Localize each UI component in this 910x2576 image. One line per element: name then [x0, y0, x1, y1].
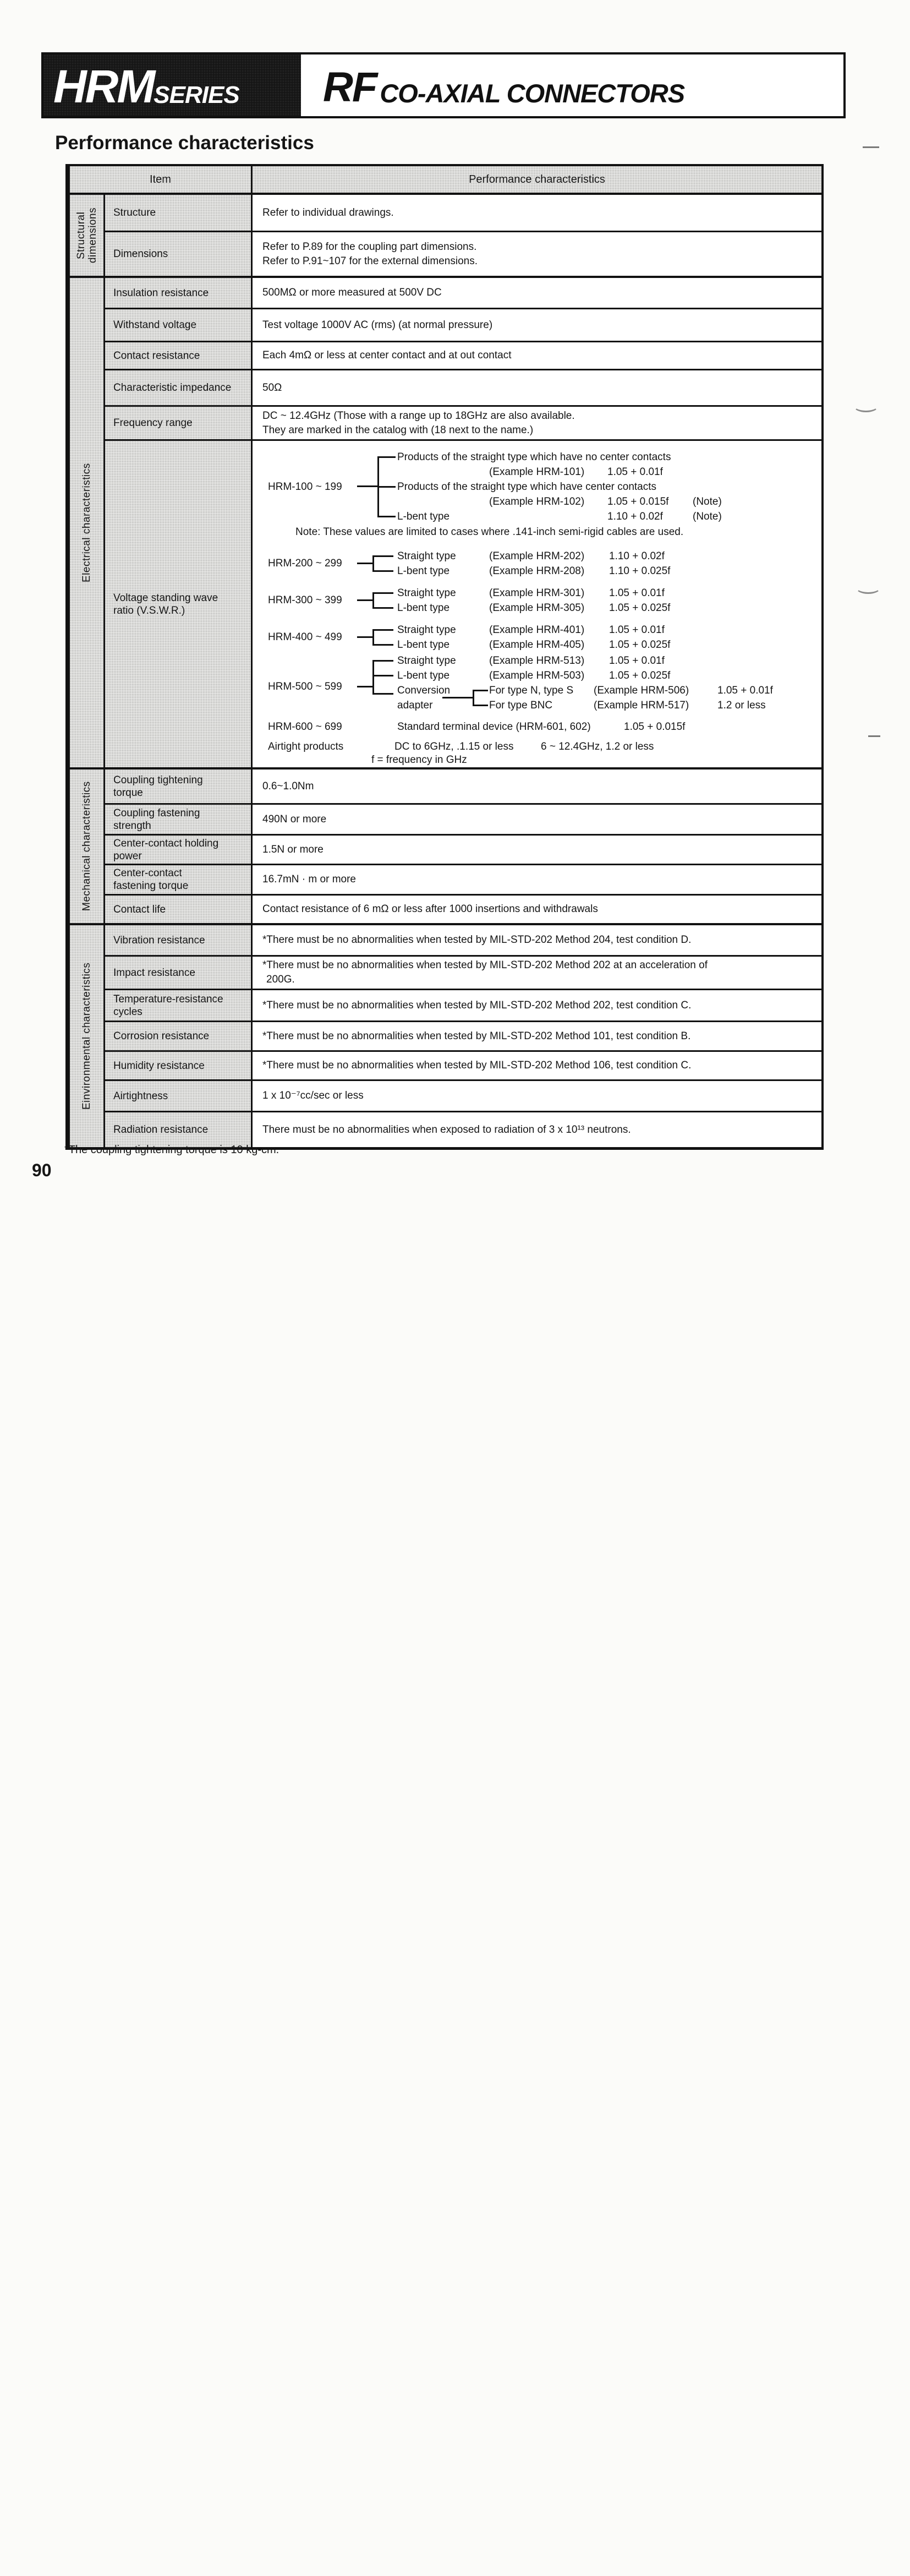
scan-artifact: [856, 582, 880, 594]
table-row: [105, 1081, 821, 1112]
vswr-branch-label: Straight type: [397, 655, 456, 667]
vswr-example: (Example HRM-401): [489, 624, 585, 636]
vswr-branch-label: Straight type: [397, 624, 456, 636]
item-center-contact-fastening-torque: [105, 865, 253, 894]
vswr-group-label: HRM-200 ~ 299: [268, 558, 342, 569]
item-dimensions: [105, 232, 253, 276]
item-label: Coupling fastening strength: [113, 807, 200, 832]
table-row: [105, 232, 821, 276]
brand-hrm: HRM: [53, 61, 154, 112]
value-line: 50Ω: [262, 381, 282, 394]
item-label: Airtightness: [113, 1090, 168, 1102]
value-line: *There must be no abnormalities when tested by MIL-STD-202 Method 106, test condition C.: [262, 1060, 692, 1071]
vswr-example: (Example HRM-517): [594, 700, 689, 711]
section-label-text: Mechanical characteristics: [81, 781, 92, 912]
bracket-line: [372, 675, 393, 676]
bracket-line: [372, 607, 393, 609]
bracket-line: [473, 690, 474, 706]
page-number: 90: [32, 1160, 52, 1180]
bracket-line: [372, 592, 393, 594]
vswr-value: 1.05 + 0.025f: [609, 639, 671, 651]
item-label: Contact resistance: [113, 350, 200, 362]
value-line: 16.7mN · m or more: [262, 874, 356, 885]
bracket-line: [357, 563, 372, 564]
item-label: Humidity resistance: [113, 1060, 205, 1072]
page-title: Performance characteristics: [55, 132, 314, 154]
table-row-vswr: [105, 441, 821, 767]
section-electrical-characteristics: [70, 278, 821, 769]
vswr-group-label: HRM-400 ~ 499: [268, 631, 342, 643]
bracket-line: [372, 644, 393, 646]
item-label: Withstand voltage: [113, 319, 197, 331]
vswr-value: 1.10 + 0.025f: [609, 565, 671, 577]
table-footnote: *The coupling tightening torque is 10 kg-cm.: [64, 1144, 279, 1156]
vswr-value: 1.10 + 0.02f: [609, 550, 665, 562]
value-line: 200G.: [266, 974, 295, 985]
vswr-group-label: HRM-500 ~ 599: [268, 681, 342, 692]
value-line: DC ~ 12.4GHz (Those with a range up to 18GHz are also available.: [262, 410, 575, 422]
value-contact-resistance: [253, 342, 821, 369]
vswr-value: 1.05 + 0.015f: [624, 721, 686, 733]
vswr-group-label: HRM-600 ~ 699: [268, 721, 342, 733]
item-vibration-resistance: [105, 925, 253, 955]
item-coupling-fastening-strength: [105, 805, 253, 834]
item-temperature-resistance-cycles: [105, 990, 253, 1020]
section-environmental-characteristics: [70, 925, 821, 1147]
vswr-note: Note: These values are limited to cases where .141-inch semi-rigid cables are used.: [295, 526, 684, 538]
vswr-diagram: [253, 441, 821, 767]
vswr-branch-label: Straight type: [397, 587, 456, 599]
item-impact-resistance: [105, 957, 253, 989]
value-contact-life: [253, 896, 821, 923]
table-row: [105, 925, 821, 957]
scan-artifact: [868, 735, 880, 737]
performance-table: [65, 164, 824, 1150]
vswr-example: (Example HRM-506): [594, 685, 689, 696]
vswr-value: 1.05 + 0.01f: [607, 466, 663, 478]
table-row: [105, 769, 821, 805]
bracket-line: [372, 555, 393, 557]
item-corrosion-resistance: [105, 1022, 253, 1050]
value-line: Refer to individual drawings.: [262, 206, 394, 219]
section-label-electrical: [70, 278, 105, 767]
vswr-value: 1.05 + 0.01f: [609, 624, 665, 636]
value-frequency-range: [253, 407, 821, 439]
bracket-line: [372, 660, 374, 695]
brand-co-axial: CO-AXIAL CONNECTORS: [380, 79, 685, 108]
bracket-line: [357, 636, 372, 638]
table-row: [105, 896, 821, 923]
bracket-line: [372, 570, 393, 572]
section-label-environmental: [70, 925, 105, 1147]
value-center-contact-holding-power: [253, 836, 821, 864]
item-humidity-resistance: [105, 1052, 253, 1079]
vswr-value: 1.05 + 0.01f: [609, 655, 665, 667]
value-line: 490N or more: [262, 813, 327, 825]
vswr-group-label: HRM-100 ~ 199: [268, 481, 342, 493]
bracket-line: [357, 686, 372, 687]
vswr-frequency-note: f = frequency in GHz: [371, 754, 467, 766]
vswr-example: (Example HRM-305): [489, 602, 585, 614]
scan-artifact: [854, 401, 878, 412]
value-line: They are marked in the catalog with (18 next to the name.): [262, 424, 534, 436]
vswr-example: (Example HRM-513): [489, 655, 585, 667]
vswr-value: 1.10 + 0.02f: [607, 511, 663, 522]
value-line: *There must be no abnormalities when tested by MIL-STD-202 Method 202, test condition C.: [262, 999, 692, 1011]
section-label-structural: [70, 195, 105, 276]
item-label: Contact life: [113, 903, 166, 915]
item-frequency-range: [105, 407, 253, 439]
item-coupling-tightening-torque: [105, 769, 253, 803]
value-insulation-resistance: [253, 278, 821, 308]
vswr-note-ref: (Note): [693, 511, 722, 522]
section-label-mechanical: [70, 769, 105, 923]
section-label-text: Einvironmental characteristics: [81, 962, 92, 1110]
item-label: Radiation resistance: [113, 1124, 209, 1136]
value-withstand-voltage: [253, 309, 821, 341]
item-label: Voltage standing wave ratio (V.S.W.R.): [113, 592, 218, 616]
vswr-example: (Example HRM-102): [489, 496, 585, 507]
table-row: [105, 370, 821, 407]
vswr-branch-label: L-bent type: [397, 602, 450, 614]
table-row: [105, 990, 821, 1022]
header-banner: [41, 52, 846, 118]
vswr-branch-label: Conversion: [397, 685, 451, 696]
brand-series: SERIES: [154, 81, 239, 108]
item-characteristic-impedance: [105, 370, 253, 405]
item-label: Insulation resistance: [113, 287, 209, 299]
vswr-example: (Example HRM-101): [489, 466, 585, 478]
vswr-note-ref: (Note): [693, 496, 722, 507]
section-label-text: Electrical characteristics: [81, 463, 92, 582]
section-mechanical-characteristics: [70, 769, 821, 925]
vswr-value: 6 ~ 12.4GHz, 1.2 or less: [541, 741, 654, 752]
section-structural-dimensions: [70, 195, 821, 278]
vswr-example: (Example HRM-405): [489, 639, 585, 651]
bracket-line: [372, 592, 374, 609]
value-line: *There must be no abnormalities when tested by MIL-STD-202 Method 204, test condition D.: [262, 934, 692, 946]
vswr-group-label: Airtight products: [268, 741, 344, 752]
item-label: Dimensions: [113, 248, 168, 260]
bracket-line: [372, 693, 393, 695]
vswr-value: 1.05 + 0.01f: [717, 685, 773, 696]
value-line: 1 x 10⁻⁷cc/sec or less: [262, 1090, 364, 1101]
value-radiation-resistance: [253, 1112, 821, 1147]
bracket-line: [442, 697, 473, 698]
value-temperature-resistance-cycles: [253, 990, 821, 1020]
bracket-line: [372, 629, 374, 646]
bracket-line: [372, 660, 393, 662]
table-row: [105, 1112, 821, 1147]
value-line: There must be no abnormalities when exposed to radiation of 3 x 10¹³ neutrons.: [262, 1123, 631, 1136]
vswr-branch-label: Standard terminal device (HRM-601, 602): [397, 721, 591, 733]
table-row: [105, 836, 821, 865]
vswr-example: (Example HRM-208): [489, 565, 585, 577]
value-airtightness: [253, 1081, 821, 1111]
item-label: Characteristic impedance: [113, 382, 232, 394]
vswr-example: (Example HRM-202): [489, 550, 585, 562]
vswr-value: 1.2 or less: [717, 700, 766, 711]
bracket-line: [372, 555, 374, 572]
vswr-example: (Example HRM-301): [489, 587, 585, 599]
value-line: Contact resistance of 6 mΩ or less after 1000 insertions and withdrawals: [262, 903, 598, 915]
item-label: Structure: [113, 207, 156, 219]
vswr-branch-label: L-bent type: [397, 670, 450, 681]
item-withstand-voltage: [105, 309, 253, 341]
item-label: Center-contact holding power: [113, 837, 219, 862]
scan-artifact: [863, 146, 879, 148]
table-row: [105, 1052, 821, 1081]
item-label: Center-contact fastening torque: [113, 867, 189, 892]
value-line: 500MΩ or more measured at 500V DC: [262, 287, 442, 298]
item-label: Temperature-resistance cycles: [113, 993, 223, 1018]
value-coupling-fastening-strength: [253, 805, 821, 834]
table-header-row: [70, 166, 821, 195]
item-label: Corrosion resistance: [113, 1030, 210, 1042]
vswr-branch-label: adapter: [397, 700, 433, 711]
value-impact-resistance: [253, 957, 821, 989]
item-label: Impact resistance: [113, 967, 195, 979]
bracket-line: [473, 705, 488, 706]
table-row: [105, 957, 821, 990]
table-row: [105, 865, 821, 896]
table-row: [105, 407, 821, 441]
vswr-branch-label: For type N, type S: [489, 685, 574, 696]
vswr-value: 1.05 + 0.015f: [607, 496, 669, 507]
vswr-group-label: HRM-300 ~ 399: [268, 594, 342, 606]
col-header-performance: Performance characteristics: [469, 173, 605, 185]
value-coupling-tightening-torque: [253, 769, 821, 803]
item-contact-life: [105, 896, 253, 923]
vswr-branch-label: For type BNC: [489, 700, 553, 711]
bracket-line: [377, 456, 396, 458]
value-line: 1.5N or more: [262, 843, 324, 855]
bracket-line: [357, 599, 372, 601]
value-line: *There must be no abnormalities when tested by MIL-STD-202 Method 202 at an acceleration of: [262, 959, 708, 971]
section-label-text: Structural dimensions: [75, 207, 98, 264]
bracket-line: [377, 486, 396, 488]
value-structure: [253, 195, 821, 231]
value-characteristic-impedance: [253, 370, 821, 405]
table-row: [105, 278, 821, 309]
value-line: Refer to P.91~107 for the external dimensions.: [262, 255, 478, 267]
rf-coaxial-title: [301, 54, 843, 116]
bracket-line: [372, 629, 393, 631]
item-structure: [105, 195, 253, 231]
value-line: 0.6~1.0Nm: [262, 780, 314, 792]
value-center-contact-fastening-torque: [253, 865, 821, 894]
hrm-series-logo: [43, 54, 301, 116]
table-row: [105, 309, 821, 342]
item-center-contact-holding-power: [105, 836, 253, 864]
value-vibration-resistance: [253, 925, 821, 955]
item-vswr: [105, 441, 253, 767]
value-corrosion-resistance: [253, 1022, 821, 1050]
vswr-branch-label: L-bent type: [397, 511, 450, 522]
item-label: Coupling tightening torque: [113, 774, 203, 799]
value-dimensions: [253, 232, 821, 276]
vswr-value: 1.05 + 0.025f: [609, 602, 671, 614]
vswr-value: 1.05 + 0.025f: [609, 670, 671, 681]
vswr-branch-label: Straight type: [397, 550, 456, 562]
col-header-item: Item: [70, 166, 253, 193]
table-row: [105, 805, 821, 836]
item-radiation-resistance: [105, 1112, 253, 1147]
vswr-value: DC to 6GHz, .1.15 or less: [394, 741, 514, 752]
value-line: Test voltage 1000V AC (rms) (at normal pressure): [262, 319, 493, 331]
bracket-line: [357, 485, 377, 487]
value-line: Each 4mΩ or less at center contact and at out contact: [262, 350, 512, 361]
vswr-value: 1.05 + 0.01f: [609, 587, 665, 599]
item-contact-resistance: [105, 342, 253, 369]
table-row: [105, 195, 821, 232]
vswr-branch-label: Products of the straight type which have center contacts: [397, 481, 657, 493]
vswr-branch-label: Products of the straight type which have no center contacts: [397, 451, 671, 463]
bracket-line: [377, 516, 396, 517]
value-humidity-resistance: [253, 1052, 821, 1079]
table-row: [105, 342, 821, 370]
vswr-branch-label: L-bent type: [397, 565, 450, 577]
item-airtightness: [105, 1081, 253, 1111]
item-insulation-resistance: [105, 278, 253, 308]
vswr-branch-label: L-bent type: [397, 639, 450, 651]
brand-rf: RF: [323, 64, 377, 111]
value-line: Refer to P.89 for the coupling part dimensions.: [262, 241, 477, 253]
table-row: [105, 1022, 821, 1052]
vswr-example: (Example HRM-503): [489, 670, 585, 681]
bracket-line: [473, 690, 488, 691]
item-label: Frequency range: [113, 417, 193, 429]
value-line: *There must be no abnormalities when tested by MIL-STD-202 Method 101, test condition B.: [262, 1030, 691, 1042]
item-label: Vibration resistance: [113, 934, 205, 946]
